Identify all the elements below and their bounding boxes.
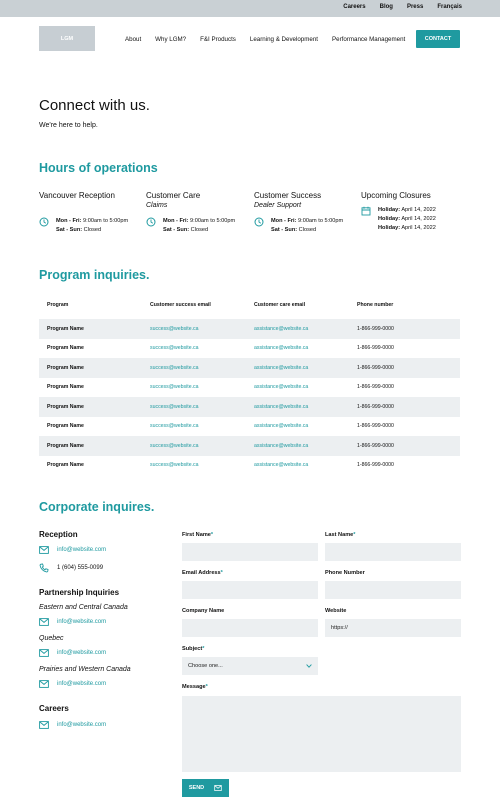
utility-link-francais[interactable]: Français (437, 4, 462, 10)
phone-cell: 1-866-999-0000 (357, 462, 394, 468)
care-email-cell[interactable]: assistance@website.ca (254, 384, 309, 390)
phone-cell: 1-866-999-0000 (357, 403, 394, 410)
closure-key: Holiday: (378, 207, 401, 213)
phone-cell: 1-866-999-0000 (357, 325, 394, 332)
phone-icon (39, 563, 49, 573)
reception-email[interactable]: info@website.com (57, 547, 107, 553)
website-label: Website (325, 608, 347, 614)
region-email-row (39, 680, 106, 688)
hours-value: Closed (298, 227, 317, 233)
col-header-program: Program (47, 302, 69, 308)
closure-value: April 14, 2022 (401, 207, 436, 213)
calendar-icon (361, 206, 371, 216)
company-input[interactable] (182, 619, 318, 637)
first-name-label (182, 532, 213, 538)
careers-title: Careers (39, 704, 69, 713)
programs-table-header (39, 302, 460, 312)
email-label-text: Email Address (182, 570, 221, 576)
page-subtitle: We're here to help. (39, 122, 98, 129)
hours-key: Mon - Fri: (56, 218, 82, 224)
programs-title: Program inquiries. (39, 268, 150, 282)
hours-value: 9:00am to 5:00pm (298, 218, 344, 224)
success-email-cell[interactable]: success@website.ca (150, 403, 199, 410)
closures-row (361, 206, 436, 233)
hours-row (39, 217, 128, 235)
utility-bar (0, 0, 500, 17)
hours-col-vancouver (39, 191, 144, 233)
reception-phone-row (39, 563, 103, 573)
hours-lines (163, 217, 235, 235)
subject-selected-value: Choose one... (188, 663, 223, 669)
utility-link-blog[interactable]: Blog (379, 4, 393, 10)
reception-email-row (39, 546, 106, 554)
hours-lines (271, 217, 343, 235)
nav-item-fi-products[interactable]: F&I Products (200, 36, 236, 43)
care-email-cell[interactable]: assistance@website.ca (254, 364, 309, 371)
mail-icon (39, 618, 49, 626)
table-row (39, 397, 460, 417)
last-name-label (325, 532, 355, 538)
region-email-row (39, 649, 106, 657)
subject-label-text: Subject (182, 646, 203, 652)
send-button[interactable] (182, 779, 229, 797)
phone-cell: 1-866-999-0000 (357, 345, 394, 351)
success-email-cell[interactable]: success@website.ca (150, 345, 199, 351)
table-row (39, 319, 460, 339)
hours-key: Sat - Sun: (271, 227, 298, 233)
utility-link-press[interactable]: Press (406, 4, 424, 10)
required-mark: * (205, 684, 208, 690)
closure-value: April 14, 2022 (401, 225, 436, 231)
phone-cell: 1-866-999-0000 (357, 384, 394, 390)
closures-lines (378, 206, 436, 233)
mail-icon (39, 649, 49, 657)
hours-key: Mon - Fri: (271, 218, 297, 224)
contact-button[interactable]: CONTACT (416, 30, 460, 48)
closure-key: Holiday: (378, 225, 401, 231)
clock-icon (254, 217, 264, 227)
corporate-title: Corporate inquires. (39, 500, 155, 514)
table-row (39, 358, 460, 378)
success-email-cell[interactable]: success@website.ca (150, 364, 199, 371)
utility-link-careers[interactable]: Careers (343, 4, 366, 10)
company-label: Company Name (182, 608, 225, 614)
care-email-cell[interactable]: assistance@website.ca (254, 442, 309, 449)
message-textarea[interactable] (182, 696, 461, 772)
col-header-success-email: Customer success email (150, 302, 211, 308)
program-name-cell: Program Name (47, 325, 84, 332)
hours-col-customer-care (146, 191, 251, 233)
table-row (39, 456, 460, 476)
careers-email[interactable]: info@website.com (57, 722, 107, 728)
hours-col-customer-success (254, 191, 359, 233)
required-mark: * (210, 532, 214, 538)
reception-title: Reception (39, 530, 78, 539)
program-name-cell: Program Name (47, 442, 84, 449)
col-header-phone: Phone number (357, 302, 394, 308)
hours-col-title: Vancouver Reception (39, 191, 115, 200)
table-row (39, 339, 460, 359)
phone-cell: 1-866-999-0000 (357, 423, 394, 429)
page-title: Connect with us. (39, 97, 150, 114)
care-email-cell[interactable]: assistance@website.ca (254, 462, 309, 468)
subject-select[interactable] (182, 657, 318, 675)
subject-label (182, 646, 204, 652)
website-input[interactable] (325, 619, 461, 637)
success-email-cell[interactable]: success@website.ca (150, 423, 199, 429)
hours-key: Mon - Fri: (163, 218, 189, 224)
hours-lines (56, 217, 128, 235)
hours-value: 9:00am to 5:00pm (190, 218, 236, 224)
region-name: Prairies and Western Canada (39, 666, 131, 673)
phone-label: Phone Number (325, 570, 365, 576)
careers-email-row (39, 721, 106, 729)
hours-row (146, 217, 235, 235)
phone-cell: 1-866-999-0000 (357, 442, 394, 449)
main-nav (125, 36, 405, 43)
required-mark: * (220, 570, 223, 576)
region-email[interactable]: info@website.com (57, 650, 107, 656)
mail-icon (39, 680, 49, 688)
nav-item-learning[interactable]: Learning & Development (249, 36, 318, 43)
send-button-label: SEND (188, 785, 205, 791)
care-email-cell[interactable]: assistance@website.ca (254, 325, 309, 332)
mail-icon (39, 721, 49, 729)
clock-icon (39, 217, 49, 227)
phone-cell: 1-866-999-0000 (357, 364, 394, 371)
first-name-label-text: First Name (182, 532, 211, 538)
table-row (39, 436, 460, 456)
closure-value: April 14, 2022 (401, 216, 436, 222)
care-email-cell[interactable]: assistance@website.ca (254, 423, 309, 429)
hours-col-closures (361, 191, 466, 231)
program-name-cell: Program Name (47, 384, 84, 390)
success-email-cell[interactable]: success@website.ca (150, 462, 199, 468)
program-name-cell: Program Name (47, 403, 84, 410)
hours-col-title: Customer Success (254, 191, 322, 200)
table-row (39, 378, 460, 398)
program-name-cell: Program Name (47, 345, 84, 351)
region-name: Quebec (39, 635, 64, 642)
required-mark: * (202, 646, 205, 652)
hours-col-sub: Claims (146, 202, 168, 209)
chevron-down-icon (306, 664, 312, 668)
table-row (39, 417, 460, 437)
closures-title: Upcoming Closures (361, 191, 431, 200)
success-email-cell[interactable]: success@website.ca (150, 384, 199, 390)
logo[interactable]: LGM (39, 26, 95, 51)
message-label-text: Message (182, 684, 206, 690)
required-mark: * (353, 532, 356, 538)
hours-value: Closed (83, 227, 102, 233)
closure-key: Holiday: (378, 216, 401, 222)
care-email-cell[interactable]: assistance@website.ca (254, 403, 309, 410)
hours-value: 9:00am to 5:00pm (83, 218, 129, 224)
reception-phone[interactable]: 1 (604) 555-0099 (57, 565, 104, 571)
region-email[interactable]: info@website.com (57, 619, 107, 625)
nav-item-why-lgm[interactable]: Why LGM? (155, 36, 187, 43)
region-email[interactable]: info@website.com (57, 681, 107, 687)
hours-key: Sat - Sun: (163, 227, 190, 233)
email-label (182, 570, 223, 576)
nav-item-performance[interactable]: Performance Management (332, 36, 406, 43)
mail-icon (214, 785, 222, 791)
message-label (182, 684, 208, 690)
last-name-input[interactable] (325, 543, 461, 561)
hours-value: Closed (190, 227, 209, 233)
clock-icon (146, 217, 156, 227)
care-email-cell[interactable]: assistance@website.ca (254, 345, 309, 351)
hours-col-title: Customer Care (146, 191, 201, 200)
partnership-title: Partnership Inquiries (39, 588, 120, 597)
success-email-cell[interactable]: success@website.ca (150, 442, 199, 449)
first-name-input[interactable] (182, 543, 318, 561)
region-email-row (39, 618, 106, 626)
region-name: Eastern and Central Canada (39, 604, 128, 611)
email-input[interactable] (182, 581, 318, 599)
hours-row (254, 217, 343, 235)
mail-icon (39, 546, 49, 554)
success-email-cell[interactable]: success@website.ca (150, 325, 199, 332)
nav-item-about[interactable]: About (125, 36, 142, 43)
program-name-cell: Program Name (47, 462, 84, 468)
utility-links (343, 4, 462, 10)
last-name-label-text: Last Name (325, 532, 354, 538)
col-header-care-email: Customer care email (254, 302, 306, 308)
phone-input[interactable] (325, 581, 461, 599)
hours-title: Hours of operations (39, 161, 158, 175)
hours-key: Sat - Sun: (56, 227, 83, 233)
program-name-cell: Program Name (47, 423, 84, 429)
hours-col-sub: Dealer Support (254, 202, 302, 209)
program-name-cell: Program Name (47, 364, 84, 371)
